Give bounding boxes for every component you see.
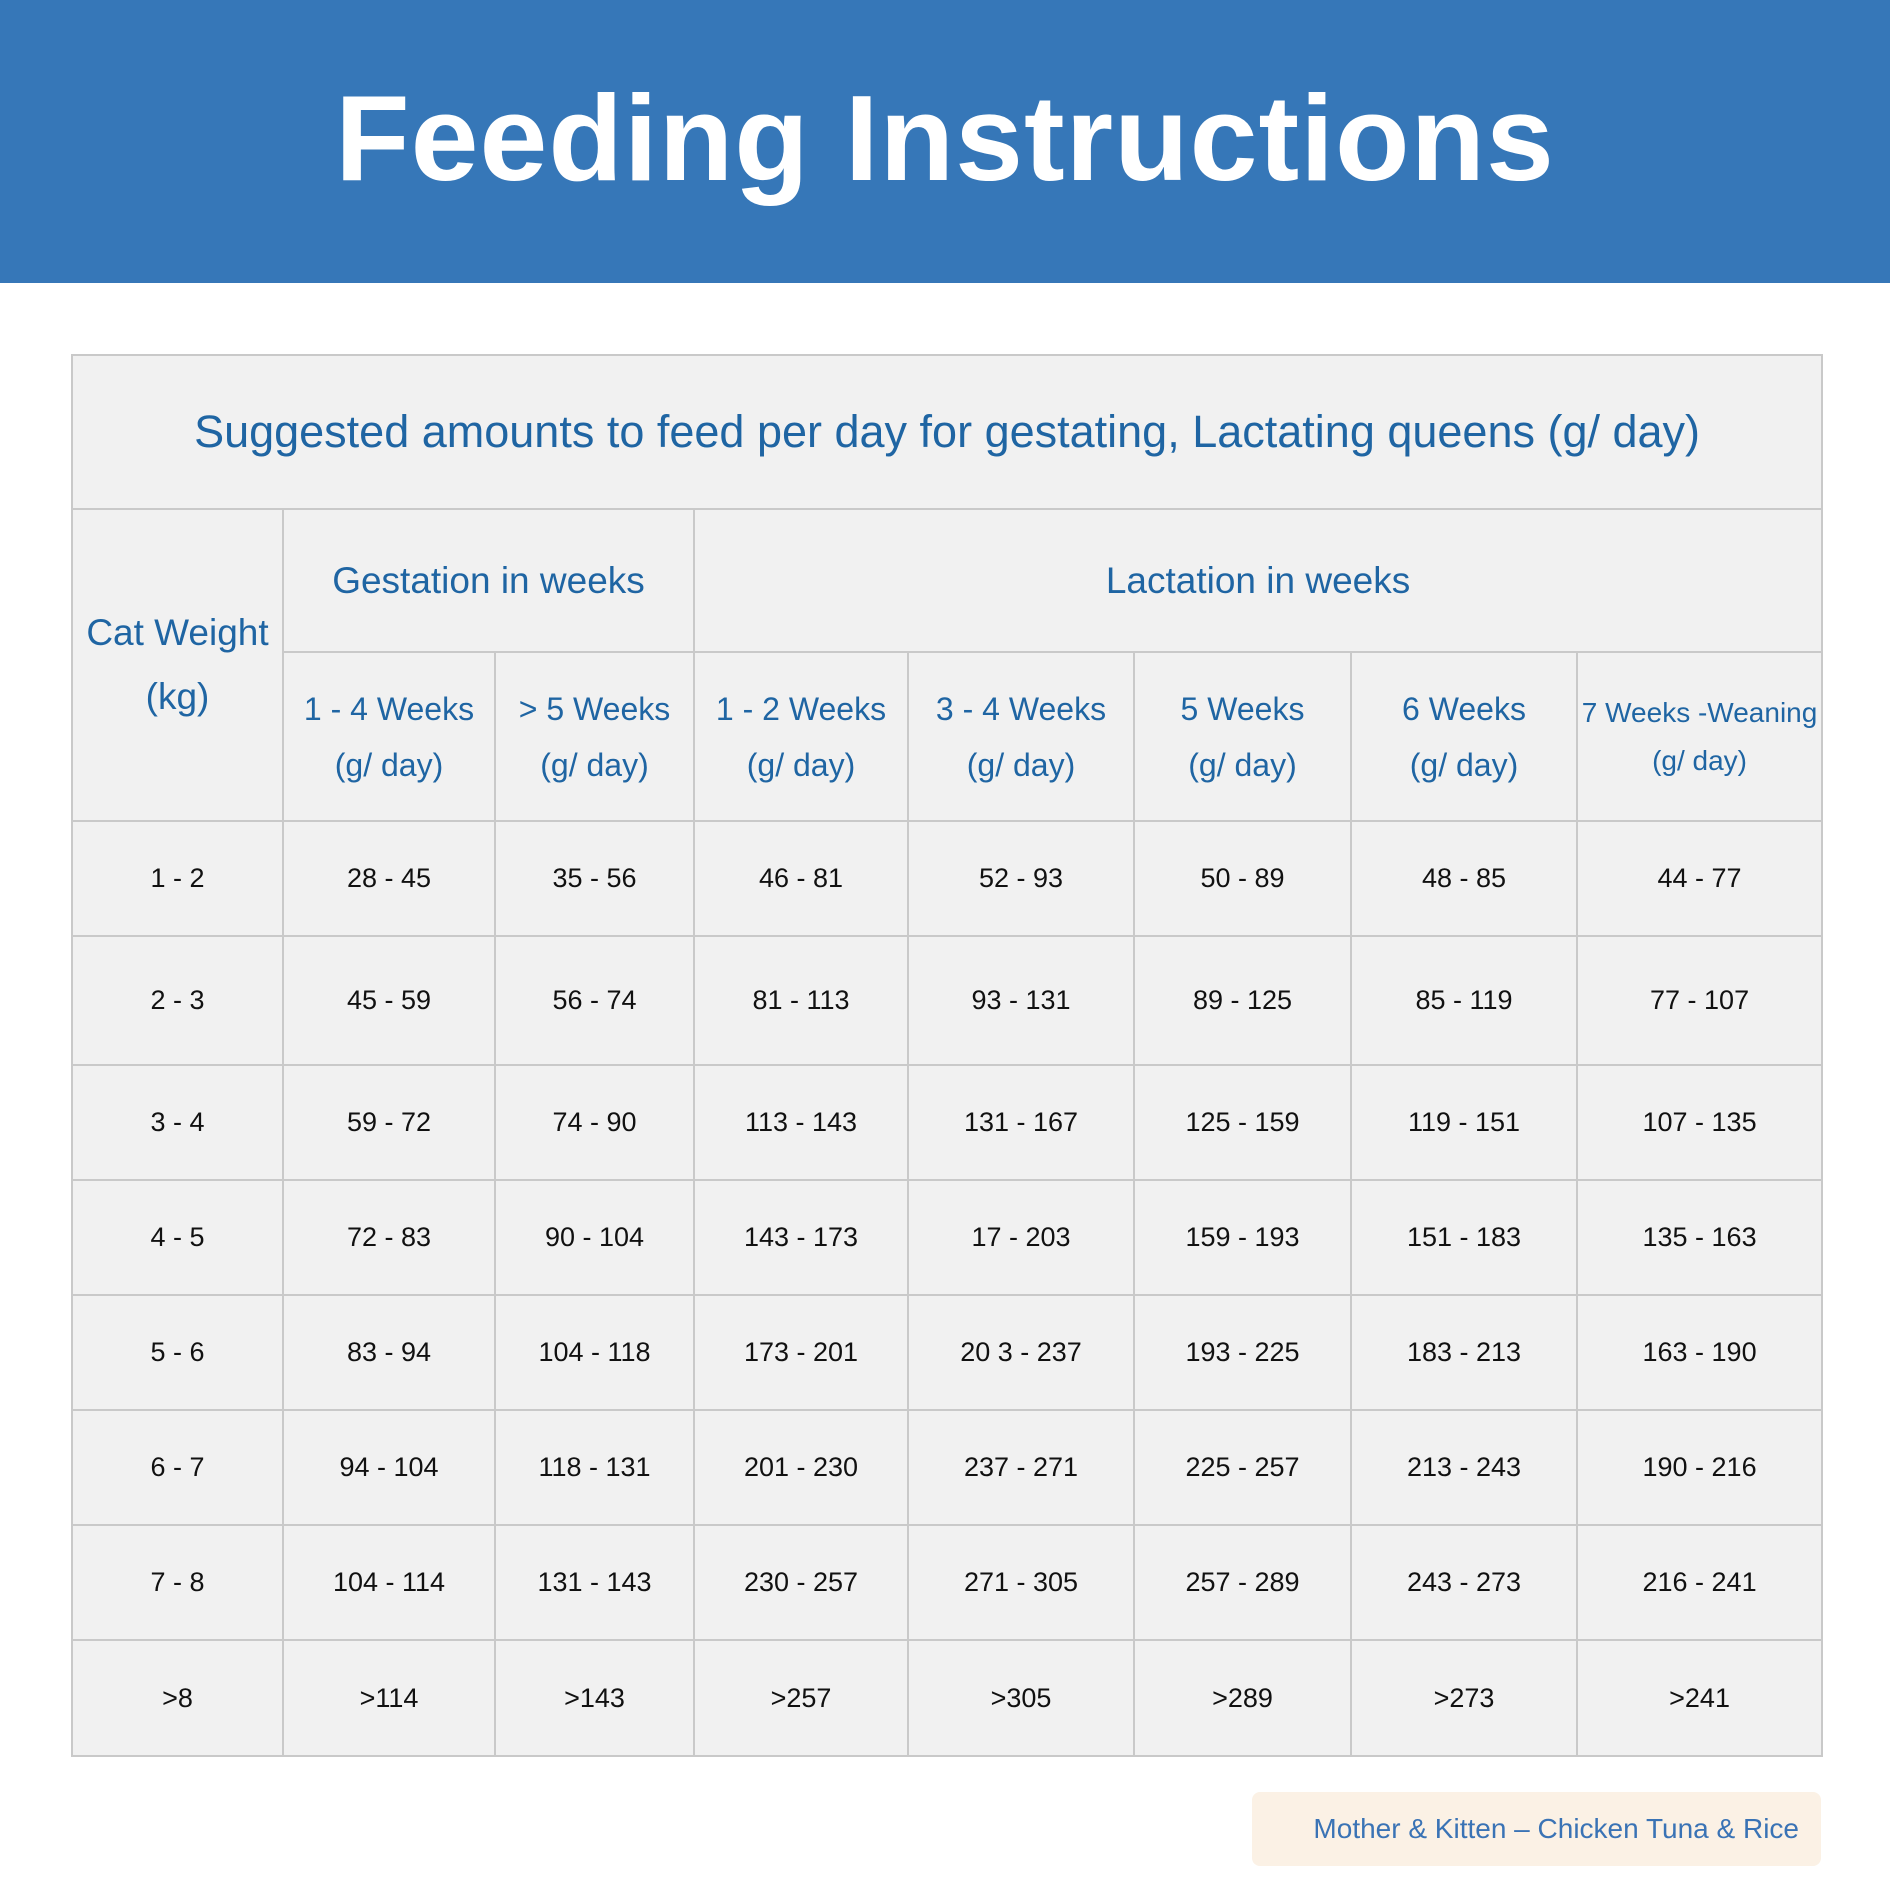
- table-cell: 118 - 131: [495, 1410, 694, 1525]
- table-cell: 159 - 193: [1134, 1180, 1351, 1295]
- table-cell: 216 - 241: [1577, 1525, 1822, 1640]
- table-cell: 28 - 45: [283, 821, 495, 936]
- table-cell: 89 - 125: [1134, 936, 1351, 1065]
- table-cell: 257 - 289: [1134, 1525, 1351, 1640]
- table-cell: 213 - 243: [1351, 1410, 1577, 1525]
- feeding-table: [71, 354, 1823, 1757]
- column-header: > 5 Weeks (g/ day): [495, 652, 694, 821]
- table-cell: 237 - 271: [908, 1410, 1134, 1525]
- table-cell: 83 - 94: [283, 1295, 495, 1410]
- weight-cell: >8: [72, 1640, 283, 1756]
- table-cell: 225 - 257: [1134, 1410, 1351, 1525]
- table-cell: 93 - 131: [908, 936, 1134, 1065]
- table-cell: 74 - 90: [495, 1065, 694, 1180]
- table-caption: Suggested amounts to feed per day for gestating, Lactating queens (g/ day): [72, 355, 1822, 509]
- table-cell: 59 - 72: [283, 1065, 495, 1180]
- cat-weight-unit: (kg): [145, 676, 210, 717]
- table-cell: 50 - 89: [1134, 821, 1351, 936]
- table-cell: 201 - 230: [694, 1410, 908, 1525]
- table-cell: 131 - 143: [495, 1525, 694, 1640]
- table-cell: >257: [694, 1640, 908, 1756]
- table-cell: 81 - 113: [694, 936, 908, 1065]
- table-cell: >143: [495, 1640, 694, 1756]
- table-cell: 17 - 203: [908, 1180, 1134, 1295]
- cat-weight-header: [72, 509, 283, 821]
- table-cell: 85 - 119: [1351, 936, 1577, 1065]
- table-cell: 119 - 151: [1351, 1065, 1577, 1180]
- table-cell: 94 - 104: [283, 1410, 495, 1525]
- table-row: [72, 1295, 1822, 1410]
- table-row: [72, 1640, 1822, 1756]
- column-header: 1 - 2 Weeks (g/ day): [694, 652, 908, 821]
- table-cell: >241: [1577, 1640, 1822, 1756]
- table-cell: 35 - 56: [495, 821, 694, 936]
- table-cell: 45 - 59: [283, 936, 495, 1065]
- table-cell: 125 - 159: [1134, 1065, 1351, 1180]
- weight-cell: 7 - 8: [72, 1525, 283, 1640]
- weight-cell: 2 - 3: [72, 936, 283, 1065]
- page-title: Feeding Instructions: [335, 69, 1555, 206]
- table-cell: 72 - 83: [283, 1180, 495, 1295]
- table-cell: 230 - 257: [694, 1525, 908, 1640]
- table-row: [72, 821, 1822, 936]
- column-header: 6 Weeks (g/ day): [1351, 652, 1577, 821]
- table-cell: 163 - 190: [1577, 1295, 1822, 1410]
- gestation-header: Gestation in weeks: [283, 509, 694, 652]
- table-cell: 190 - 216: [1577, 1410, 1822, 1525]
- column-header: 1 - 4 Weeks (g/ day): [283, 652, 495, 821]
- table-cell: >273: [1351, 1640, 1577, 1756]
- table-cell: 271 - 305: [908, 1525, 1134, 1640]
- table-cell: 183 - 213: [1351, 1295, 1577, 1410]
- column-header: 3 - 4 Weeks (g/ day): [908, 652, 1134, 821]
- table-row: [72, 1525, 1822, 1640]
- table-cell: >289: [1134, 1640, 1351, 1756]
- table-row: [72, 1065, 1822, 1180]
- table-row: [72, 936, 1822, 1065]
- product-tag: Mother & Kitten – Chicken Tuna & Rice: [1252, 1792, 1821, 1866]
- table-cell: 56 - 74: [495, 936, 694, 1065]
- table-row: [72, 1410, 1822, 1525]
- table-cell: 48 - 85: [1351, 821, 1577, 936]
- table-cell: 107 - 135: [1577, 1065, 1822, 1180]
- lactation-header: Lactation in weeks: [694, 509, 1822, 652]
- column-header: 5 Weeks (g/ day): [1134, 652, 1351, 821]
- table-cell: 104 - 118: [495, 1295, 694, 1410]
- table-cell: 243 - 273: [1351, 1525, 1577, 1640]
- table-cell: >114: [283, 1640, 495, 1756]
- table-cell: 135 - 163: [1577, 1180, 1822, 1295]
- table-cell: 193 - 225: [1134, 1295, 1351, 1410]
- weight-cell: 1 - 2: [72, 821, 283, 936]
- table-cell: 113 - 143: [694, 1065, 908, 1180]
- table-cell: 173 - 201: [694, 1295, 908, 1410]
- table-cell: 52 - 93: [908, 821, 1134, 936]
- weight-cell: 3 - 4: [72, 1065, 283, 1180]
- table-cell: 131 - 167: [908, 1065, 1134, 1180]
- table-cell: 46 - 81: [694, 821, 908, 936]
- table-cell: 77 - 107: [1577, 936, 1822, 1065]
- header-banner: [0, 0, 1890, 283]
- table-cell: 44 - 77: [1577, 821, 1822, 936]
- weight-cell: 4 - 5: [72, 1180, 283, 1295]
- table-cell: 151 - 183: [1351, 1180, 1577, 1295]
- table-cell: >305: [908, 1640, 1134, 1756]
- column-header: 7 Weeks -Weaning (g/ day): [1577, 652, 1822, 821]
- weight-cell: 5 - 6: [72, 1295, 283, 1410]
- table-cell: 20 3 - 237: [908, 1295, 1134, 1410]
- table-cell: 104 - 114: [283, 1525, 495, 1640]
- table-row: [72, 1180, 1822, 1295]
- table-cell: 90 - 104: [495, 1180, 694, 1295]
- cat-weight-label: Cat Weight: [86, 612, 269, 653]
- table-cell: 143 - 173: [694, 1180, 908, 1295]
- weight-cell: 6 - 7: [72, 1410, 283, 1525]
